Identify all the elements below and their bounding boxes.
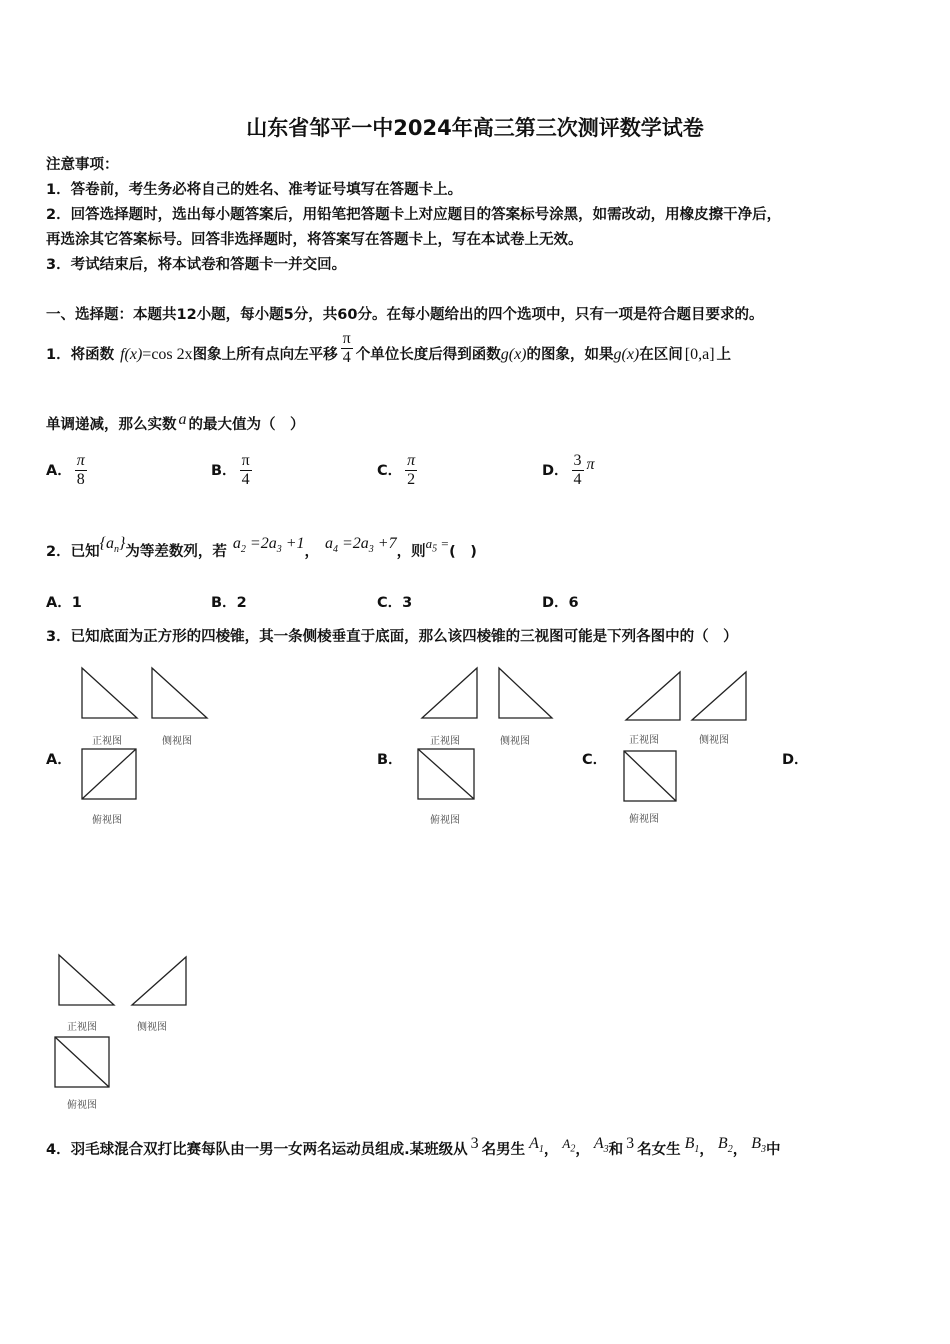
notice-item: 再选涂其它答案标号。回答非选择题时，将答案写在答题卡上，写在本试卷上无效。 <box>46 232 583 248</box>
front-view-label: 正视图 <box>67 1022 97 1033</box>
notice-item: 3．考试结束后，将本试卷和答题卡一并交回。 <box>46 257 347 273</box>
side-view-label: 侧视图 <box>137 1022 167 1033</box>
q1-option-c[interactable]: C． $\frac{\pi}{2}$ <box>377 452 416 489</box>
front-view-triangle <box>82 668 137 718</box>
front-view-label: 正视图 <box>430 736 460 747</box>
top-view-label: 俯视图 <box>67 1100 97 1111</box>
q2-option-a[interactable]: A．1 <box>46 595 82 611</box>
top-view-diagonal <box>418 749 474 799</box>
top-view-diagonal <box>55 1037 109 1087</box>
side-view-label: 侧视图 <box>699 735 729 746</box>
side-view-triangle <box>132 957 186 1005</box>
front-view-label: 正视图 <box>92 736 122 747</box>
q3-option-c[interactable]: C． <box>582 752 608 768</box>
side-view-triangle <box>692 672 746 720</box>
q1-option-a[interactable]: A． $\frac{\pi}{8}$ <box>46 452 85 489</box>
top-view-diagonal <box>624 751 676 801</box>
side-view-triangle <box>152 668 207 718</box>
front-view-triangle <box>59 955 114 1005</box>
three-view-figure-b <box>410 660 560 830</box>
side-view-triangle <box>499 668 552 718</box>
front-view-label: 正视图 <box>629 735 659 746</box>
page-title: 山东省邹平一中2024年高三第三次测评数学试卷 <box>246 116 704 140</box>
q2-option-c[interactable]: C．3 <box>377 595 413 611</box>
q3-option-a[interactable]: A． <box>46 752 72 768</box>
three-view-figure-a <box>70 660 220 830</box>
q3-option-d[interactable]: D． <box>782 752 809 768</box>
three-view-figure-c <box>612 660 762 830</box>
question-1-line-1: 1．将函数 f(x)=cos 2x图象上所有点向左平移 $\frac{\pi}{4}$ 个单位长度后得到函数g(x)的图象，如果g(x)在区间 [0,a] 上 <box>46 330 732 367</box>
q2-option-d[interactable]: D．6 <box>542 595 579 611</box>
notice-item: 1．答卷前，考生务必将自己的姓名、准考证号填写在答题卡上。 <box>46 182 463 198</box>
top-view-label: 俯视图 <box>92 815 122 826</box>
top-view-label: 俯视图 <box>430 815 460 826</box>
front-view-triangle <box>626 672 680 720</box>
top-view-label: 俯视图 <box>629 814 659 825</box>
notice-heading: 注意事项： <box>46 157 119 173</box>
section-heading: 一、选择题：本题共12小题，每小题5分，共60分。在每小题给出的四个选项中，只有一项是符合题目要求的。 <box>46 307 764 323</box>
top-view-diagonal <box>82 749 136 799</box>
notice-item: 2．回答选择题时，选出每小题答案后，用铅笔把答题卡上对应题目的答案标号涂黑，如需改动，用橡皮擦干净后， <box>46 207 782 223</box>
side-view-label: 侧视图 <box>162 736 192 747</box>
q1-option-b[interactable]: B． $\frac{\pi}{4}$ <box>211 452 250 489</box>
side-view-label: 侧视图 <box>500 736 530 747</box>
question-1-line-2: 单调递减，那么实数 a 的最大值为（ ） <box>46 411 305 433</box>
front-view-triangle <box>422 668 477 718</box>
question-3: 3．已知底面为正方形的四棱锥，其一条侧棱垂直于底面，那么该四棱锥的三视图可能是下列各图中的（ ） <box>46 629 738 645</box>
question-4: 4．羽毛球混合双打比赛每队由一男一女两名运动员组成.某班级从 3 名男生 $A_1$， $A_2$， $A_3$和 3 名女生 $B_1$， $B_2$， $B_3$中 <box>46 1135 781 1158</box>
q2-option-b[interactable]: B．2 <box>211 595 247 611</box>
q3-option-b[interactable]: B． <box>377 752 403 768</box>
three-view-figure-d <box>45 945 195 1115</box>
question-2: 2．已知$\{a_n\}$为等差数列，若 $a_2 =2a_3 +1$， $a_4 =2a_3 +7$，则$a_5$ =( ) <box>46 535 477 560</box>
q1-option-d[interactable]: D． $\frac{3}{4}$ π <box>542 452 595 489</box>
